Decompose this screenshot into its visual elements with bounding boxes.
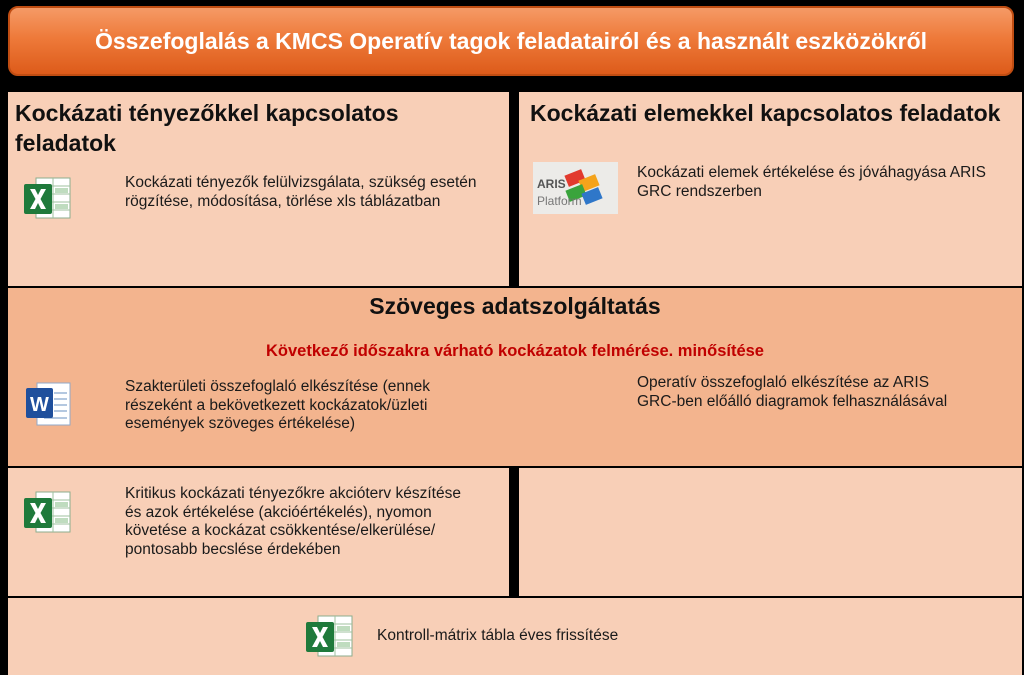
svg-text:W: W [30, 394, 49, 416]
excel-icon [22, 172, 74, 224]
platform-logo-text: Platform [537, 194, 582, 208]
action-plan-panel [8, 468, 509, 596]
risk-element-tasks-panel [519, 92, 1022, 286]
word-icon [24, 379, 74, 429]
control-matrix-text: Kontroll-mátrix tábla éves frissítése [377, 627, 619, 644]
action-plan-text: Kritikus kockázati tényezőkre akcióterv készítése és azok értékelése (akcióértékelés), nyomon követése a kockázat csökkentése/elkerülése/ pontosabb becslése érdekében [125, 485, 461, 558]
aris-platform-logo [533, 162, 618, 214]
domain-summary-text: Szakterületi összefoglaló elkészítése (ennek részeként a bekövetkezett kockázatok/üzleti események szöveges értékelése) [125, 378, 430, 432]
risk-element-tasks-text: Kockázati elemek értékelése és jóváhagyása ARIS GRC rendszerben [637, 164, 986, 200]
banner-title: Összefoglalás a KMCS Operatív tagok feladatairól és a használt eszközökről [94, 27, 928, 54]
control-matrix-panel [8, 598, 1022, 675]
operative-summary-text: Operatív összefoglaló elkészítése az ARIS GRC-ben előálló diagramok felhasználásával [637, 374, 948, 410]
title-banner [8, 6, 1014, 76]
empty-panel [519, 468, 1022, 596]
risk-element-tasks-heading: Kockázati elemekkel kapcsolatos feladatok [530, 100, 1001, 126]
risk-factor-tasks-text: Kockázati tényezők felülvizsgálata, szükség esetén rögzítése, módosítása, törlése xls táblázatban [125, 174, 477, 210]
excel-icon [22, 486, 74, 538]
aris-logo-text: ARIS [537, 177, 566, 191]
text-reporting-panel [8, 288, 1022, 466]
risk-factor-tasks-heading: Kockázati tényezőkkel kapcsolatos feladatok [15, 100, 399, 156]
text-reporting-heading: Szöveges adatszolgáltatás [369, 293, 661, 319]
risk-factor-tasks-panel [8, 92, 509, 286]
excel-icon [304, 610, 356, 662]
text-reporting-subheading: Következő időszakra várható kockázatok felmérése. minősítése [266, 342, 764, 360]
